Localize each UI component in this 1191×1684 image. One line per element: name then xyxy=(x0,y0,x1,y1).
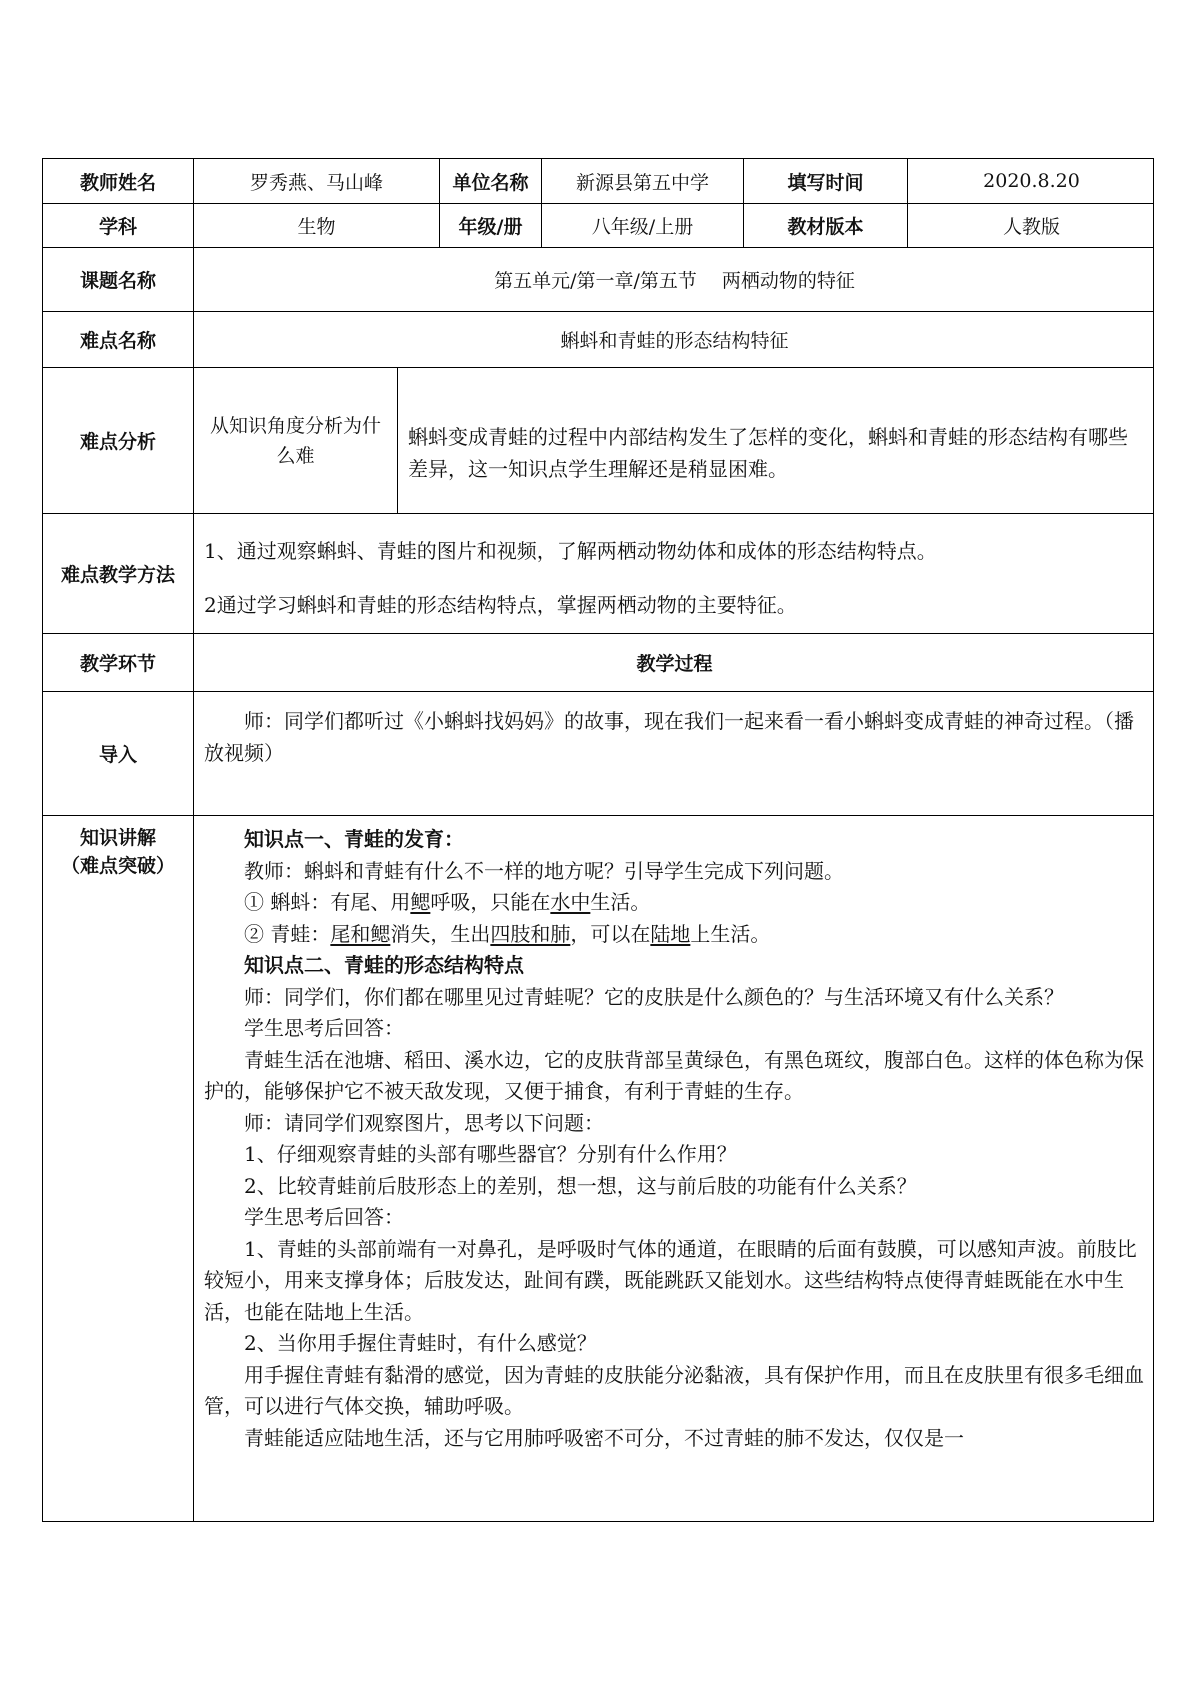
frog-text-b: 消失，生出 xyxy=(390,921,491,946)
process-value: 教学过程 xyxy=(193,633,1154,691)
frog-text-a: ② 青蛙： xyxy=(244,921,331,946)
student-answer-intro-1: 学生思考后回答： xyxy=(244,1016,404,1040)
student-answer-intro-2: 学生思考后回答： xyxy=(244,1205,404,1229)
method-item-2: 2通过学习蝌蚪和青蛙的形态结构特点，掌握两栖动物的主要特征。 xyxy=(204,592,797,617)
kp2-question: 师：同学们，你们都在哪里见过青蛙呢？它的皮肤是什么颜色的？与生活环境又有什么关系？ xyxy=(244,984,1064,1009)
frog-line xyxy=(204,919,1147,951)
lesson-plan-table xyxy=(42,158,1154,1522)
question-2: 2、比较青蛙前后肢形态上的差别，想一想，这与前后肢的功能有什么关系？ xyxy=(244,1173,917,1198)
process-label: 教学环节 xyxy=(43,633,193,691)
tadpole-blank-2: 水中 xyxy=(550,890,591,914)
observe-prompt: 师：请同学们观察图片，思考以下问题： xyxy=(244,1110,604,1135)
unit-label: 单位名称 xyxy=(439,159,541,203)
tadpole-text-b: 呼吸，只能在 xyxy=(430,890,551,914)
method-item-1: 1、通过观察蝌蚪、青蛙的图片和视频，了解两栖动物幼体和成体的形态结构特点。 xyxy=(204,539,937,563)
analysis-angle-text: 从知识角度分析为什么难 xyxy=(209,414,381,467)
tadpole-line xyxy=(204,887,1147,919)
edition-label: 教材版本 xyxy=(743,203,907,247)
edition-value: 人教版 xyxy=(907,203,1154,247)
date-value: 2020.8.20 xyxy=(907,159,1154,203)
answer-3: 用手握住青蛙有黏滑的感觉，因为青蛙的皮肤能分泌黏液，具有保护作用，而且在皮肤里有很多毛细血管，可以进行气体交换，辅助呼吸。 xyxy=(204,1362,1144,1418)
kp1-heading xyxy=(204,824,1147,856)
method-text xyxy=(193,513,1154,633)
teacher-label: 教师姓名 xyxy=(79,171,156,194)
tadpole-text-a: ① 蝌蚪：有尾、用 xyxy=(244,890,411,914)
tadpole-blank-1: 鳃 xyxy=(410,890,431,914)
kp1-question: 教师：蝌蚪和青蛙有什么不一样的地方呢？引导学生完成下列问题。 xyxy=(244,858,844,883)
intro-label: 导入 xyxy=(43,691,193,815)
intro-text xyxy=(193,691,1154,815)
frog-blank-2: 四肢和肺 xyxy=(490,921,571,946)
kp2-heading xyxy=(204,950,1147,982)
topic-label: 课题名称 xyxy=(43,247,193,311)
unit-value: 新源县第五中学 xyxy=(541,159,743,203)
date-label: 填写时间 xyxy=(743,159,907,203)
analysis-paragraph: 蝌蚪变成青蛙的过程中内部结构发生了怎样的变化，蝌蚪和青蛙的形态结构有哪些差异，这一知识点学生理解还是稍显困难。 xyxy=(408,425,1128,481)
topic-value: 第五单元/第一章/第五节 两栖动物的特征 xyxy=(193,247,1154,311)
intro-paragraph: 师：同学们都听过《小蝌蚪找妈妈》的故事，现在我们一起来看一看小蝌蚪变成青蛙的神奇过程。（播放视频） xyxy=(204,709,1134,765)
grade-label: 年级/册 xyxy=(439,203,541,247)
difficulty-value: 蝌蚪和青蛙的形态结构特征 xyxy=(193,311,1154,367)
analysis-text xyxy=(397,367,1154,513)
frog-color-answer: 青蛙生活在池塘、稻田、溪水边，它的皮肤背部呈黄绿色，有黑色斑纹，腹部白色。这样的体色称为保护的，能够保护它不被天敌发现，又便于捕食，有利于青蛙的生存。 xyxy=(204,1047,1144,1103)
kp1-heading-text: 知识点一、青蛙的发育： xyxy=(244,827,464,851)
knowledge-text xyxy=(193,815,1154,1522)
question-3: 2、当你用手握住青蛙时，有什么感觉？ xyxy=(244,1331,597,1355)
frog-text-c: ，可以在 xyxy=(570,921,651,946)
method-label: 难点教学方法 xyxy=(43,513,193,633)
knowledge-label-line-2: （难点突破） xyxy=(60,855,175,877)
kp2-heading-text: 知识点二、青蛙的形态结构特点 xyxy=(244,953,524,977)
answer-1: 1、青蛙的头部前端有一对鼻孔，是呼吸时气体的通道，在眼睛的后面有鼓膜，可以感知声波。前肢比较短小，用来支撑身体；后肢发达，趾间有蹼，既能跳跃又能划水。这些结构特点使得青蛙既能在水中生活，也能在陆地上生活。 xyxy=(204,1236,1137,1324)
difficulty-label: 难点名称 xyxy=(43,311,193,367)
lung-paragraph: 青蛙能适应陆地生活，还与它用肺呼吸密不可分，不过青蛙的肺不发达，仅仅是一 xyxy=(244,1425,964,1450)
analysis-label: 难点分析 xyxy=(43,367,193,513)
knowledge-label-line-1: 知识讲解 xyxy=(79,827,156,849)
frog-text-d: 上生活。 xyxy=(690,921,771,946)
analysis-angle xyxy=(193,367,397,513)
question-1: 1、仔细观察青蛙的头部有哪些器官？分别有什么作用？ xyxy=(244,1142,737,1166)
frog-blank-1: 尾和鳃 xyxy=(330,921,391,946)
grade-value: 八年级/上册 xyxy=(541,203,743,247)
teacher-value: 罗秀燕、马山峰 xyxy=(193,159,439,203)
knowledge-label xyxy=(43,815,193,1522)
subject-label: 学科 xyxy=(43,203,193,247)
subject-value: 生物 xyxy=(193,203,439,247)
frog-blank-3: 陆地 xyxy=(650,921,691,946)
tadpole-text-c: 生活。 xyxy=(590,890,651,914)
